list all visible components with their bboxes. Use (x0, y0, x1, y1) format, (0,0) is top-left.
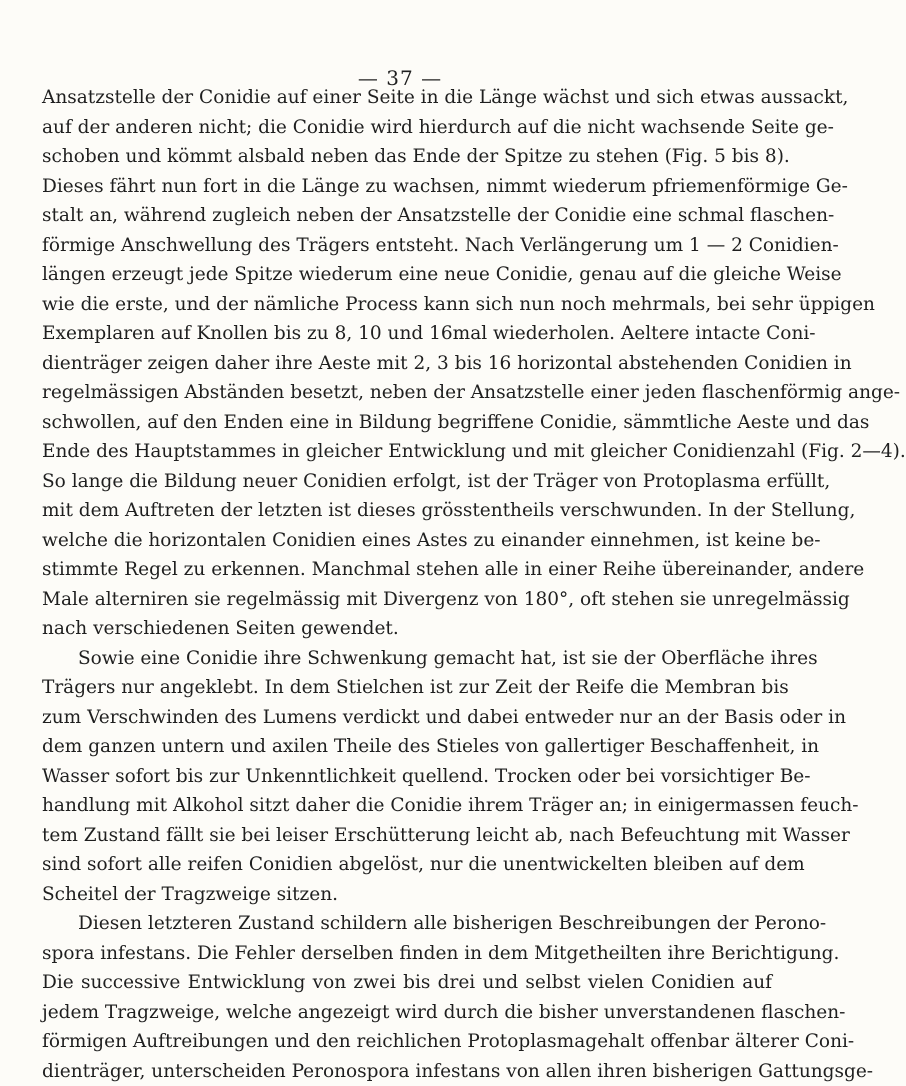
text-line: Dieses fährt nun fort in die Länge zu wachsen, nimmt wiederum pfriemenförmige Ge- (42, 172, 772, 202)
text-line: sind sofort alle reifen Conidien abgelöst, nur die unentwickelten bleiben auf dem (42, 850, 772, 880)
text-line: förmige Anschwellung des Trägers entsteht. Nach Verlängerung um 1 — 2 Conidien- (42, 231, 772, 261)
text-line: mit dem Auftreten der letzten ist dieses grösstentheils verschwunden. In der Stellung, (42, 496, 772, 526)
text-line: Exemplaren auf Knollen bis zu 8, 10 und 16mal wiederholen. Aeltere intacte Coni- (42, 319, 772, 349)
text-line: Ansatzstelle der Conidie auf einer Seite in die Länge wächst und sich etwas aussackt, (42, 83, 772, 113)
text-line: dienträger, unterscheiden Peronospora infestans von allen ihren bisherigen Gattungsge- (42, 1057, 772, 1086)
text-line: wie die erste, und der nämliche Process kann sich nun noch mehrmals, bei sehr üppigen (42, 290, 772, 320)
text-line: Diesen letzteren Zustand schildern alle bisherigen Beschreibungen der Perono- (42, 909, 772, 939)
text-line: stimmte Regel zu erkennen. Manchmal stehen alle in einer Reihe übereinander, andere (42, 555, 772, 585)
paragraph (42, 909, 772, 1086)
page-number: — 37 — (0, 66, 800, 90)
text-line: stalt an, während zugleich neben der Ansatzstelle der Conidie eine schmal flaschen- (42, 201, 772, 231)
text-line: dienträger zeigen daher ihre Aeste mit 2, 3 bis 16 horizontal abstehenden Conidien in (42, 349, 772, 379)
text-line: regelmässigen Abständen besetzt, neben der Ansatzstelle einer jeden flaschenförmig ange- (42, 378, 772, 408)
text-line: Male alterniren sie regelmässig mit Divergenz von 180°, oft stehen sie unregelmässig (42, 585, 772, 615)
body-text (42, 83, 772, 1086)
text-line: spora infestans. Die Fehler derselben finden in dem Mitgetheilten ihre Berichtigung. (42, 939, 772, 969)
text-line: So lange die Bildung neuer Conidien erfolgt, ist der Träger von Protoplasma erfüllt, (42, 467, 772, 497)
paragraph (42, 83, 772, 644)
text-line: tem Zustand fällt sie bei leiser Erschütterung leicht ab, nach Befeuchtung mit Wasser (42, 821, 772, 851)
text-line: handlung mit Alkohol sitzt daher die Conidie ihrem Träger an; in einigermassen feuch- (42, 791, 772, 821)
text-line: förmigen Auftreibungen und den reichlichen Protoplasmagehalt offenbar älterer Coni- (42, 1027, 772, 1057)
text-line: Ende des Hauptstammes in gleicher Entwicklung und mit gleicher Conidienzahl (Fig. 2—4). (42, 437, 772, 467)
text-line: auf der anderen nicht; die Conidie wird hierdurch auf die nicht wachsende Seite ge- (42, 113, 772, 143)
text-line: jedem Tragzweige, welche angezeigt wird durch die bisher unverstandenen flaschen- (42, 998, 772, 1028)
text-line: Scheitel der Tragzweige sitzen. (42, 880, 772, 910)
text-line: längen erzeugt jede Spitze wiederum eine neue Conidie, genau auf die gleiche Weise (42, 260, 772, 290)
text-line: schoben und kömmt alsbald neben das Ende der Spitze zu stehen (Fig. 5 bis 8). (42, 142, 772, 172)
text-line: Trägers nur angeklebt. In dem Stielchen ist zur Zeit der Reife die Membran bis (42, 673, 772, 703)
text-line: welche die horizontalen Conidien eines Astes zu einander einnehmen, ist keine be- (42, 526, 772, 556)
text-line: dem ganzen untern und axilen Theile des Stieles von gallertiger Beschaffenheit, in (42, 732, 772, 762)
text-line: Die successive Entwicklung von zwei bis drei und selbst vielen Conidien auf (42, 968, 772, 998)
text-line: schwollen, auf den Enden eine in Bildung begriffene Conidie, sämmtliche Aeste und das (42, 408, 772, 438)
text-line: Sowie eine Conidie ihre Schwenkung gemacht hat, ist sie der Oberfläche ihres (42, 644, 772, 674)
text-line: Wasser sofort bis zur Unkenntlichkeit quellend. Trocken oder bei vorsichtiger Be- (42, 762, 772, 792)
text-line: zum Verschwinden des Lumens verdickt und dabei entweder nur an der Basis oder in (42, 703, 772, 733)
text-line: nach verschiedenen Seiten gewendet. (42, 614, 772, 644)
paragraph (42, 644, 772, 910)
